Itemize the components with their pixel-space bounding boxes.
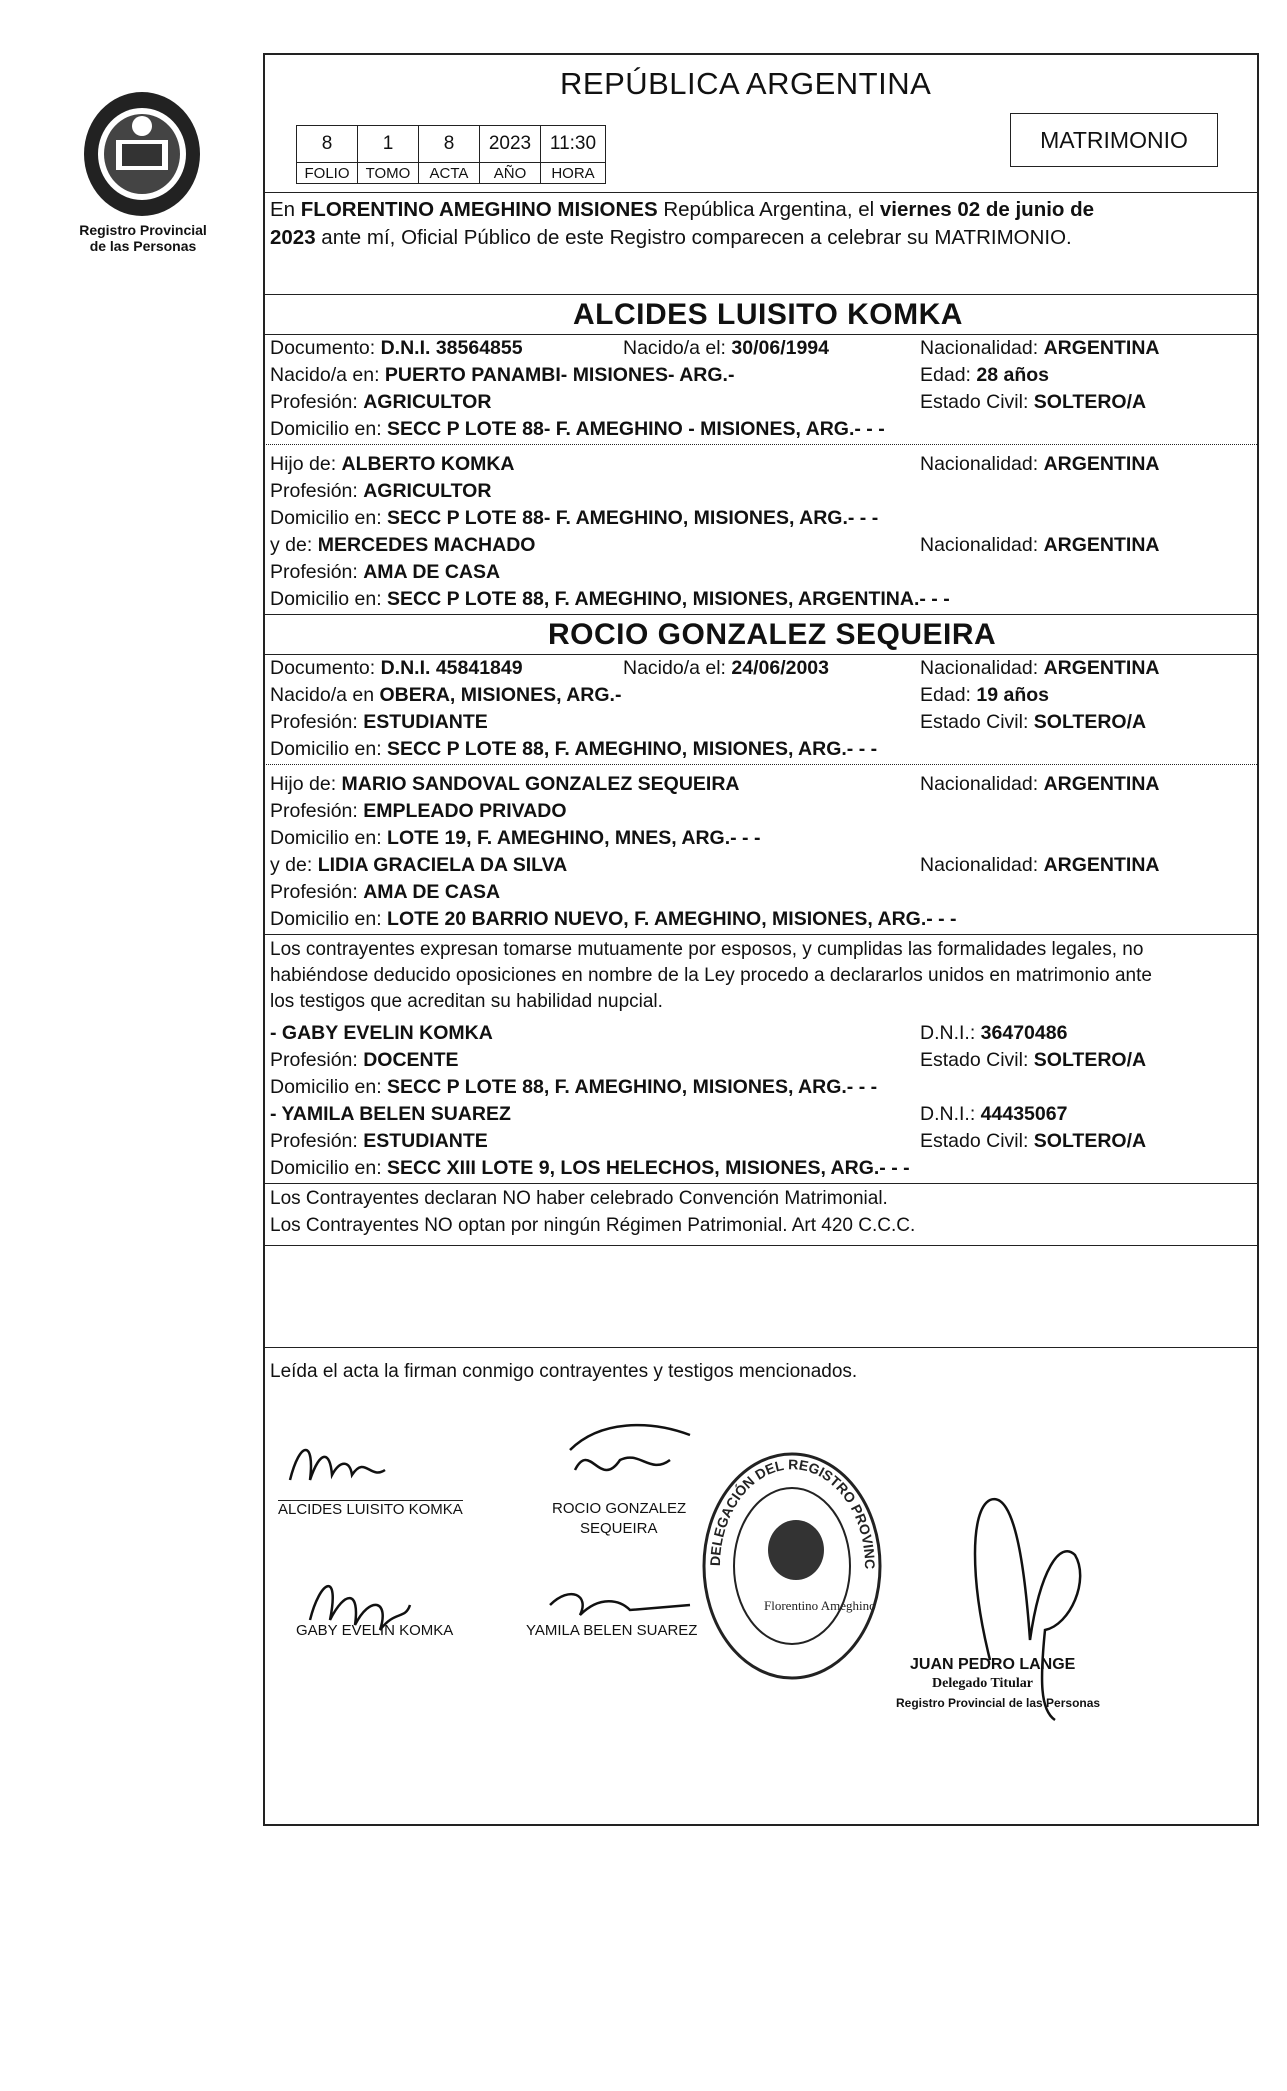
- sig-label-witness1: GABY EVELIN KOMKA: [296, 1622, 454, 1639]
- groom-age: Edad: 28 años: [920, 364, 1050, 386]
- groom-civil-status: Estado Civil: SOLTERO/A: [920, 391, 1147, 413]
- closing-statement: Leída el acta la firman conmigo contrayentes y testigos mencionados.: [270, 1361, 858, 1382]
- witness1-profession: Profesión: DOCENTE: [270, 1049, 459, 1071]
- anio-value: 2023: [480, 126, 541, 163]
- witness2-dni: D.N.I.: 44435067: [920, 1103, 1068, 1125]
- hora-label: HORA: [541, 163, 606, 184]
- divider: [263, 1347, 1259, 1348]
- groom-mother-address: Domicilio en: SECC P LOTE 88, F. AMEGHINO, MISIONES, ARGENTINA.- - -: [270, 588, 950, 610]
- stamp-icon: [700, 1450, 885, 1682]
- groom-born-date: Nacido/a el: 30/06/1994: [623, 337, 830, 359]
- logo-caption: [68, 222, 218, 254]
- signature-groom: [290, 1450, 385, 1480]
- bride-father-nationality: Nacionalidad: ARGENTINA: [920, 773, 1160, 795]
- bride-born-place: Nacido/a en OBERA, MISIONES, ARG.-: [270, 684, 622, 706]
- tomo-value: 1: [358, 126, 419, 163]
- official-org: Registro Provincial de las Personas: [896, 1696, 1101, 1710]
- tomo-label: TOMO: [358, 163, 419, 184]
- divider: [263, 294, 1259, 295]
- act-header-table: [296, 125, 606, 184]
- divider: [263, 1245, 1259, 1246]
- intro-line1: En FLORENTINO AMEGHINO MISIONES República Argentina, el viernes 02 de junio de: [270, 198, 1095, 221]
- bride-mother-address: Domicilio en: LOTE 20 BARRIO NUEVO, F. AMEGHINO, MISIONES, ARG.- - -: [270, 908, 957, 930]
- bride-mother-nationality: Nacionalidad: ARGENTINA: [920, 854, 1160, 876]
- witness2-profession: Profesión: ESTUDIANTE: [270, 1130, 488, 1152]
- signature-bride: [570, 1425, 690, 1470]
- divider: [263, 1183, 1259, 1184]
- groom-address: Domicilio en: SECC P LOTE 88- F. AMEGHINO - MISIONES, ARG.- - -: [270, 418, 885, 440]
- official-name: JUAN PEDRO LANGE: [910, 1656, 1076, 1673]
- bride-address: Domicilio en: SECC P LOTE 88, F. AMEGHINO, MISIONES, ARG.- - -: [270, 738, 878, 760]
- official-title: Delegado Titular: [932, 1676, 1033, 1691]
- declaration-line3: los testigos que acreditan su habilidad nupcial.: [270, 991, 663, 1012]
- province-seal-icon: [72, 80, 212, 220]
- witness2-civil-status: Estado Civil: SOLTERO/A: [920, 1130, 1147, 1152]
- registry-stamp: [700, 1450, 885, 1682]
- acta-value: 8: [419, 126, 480, 163]
- declaration-line2: habiéndose deducido oposiciones en nombre de la Ley procedo a declararlos unidos en matrimonio ante: [270, 965, 1152, 986]
- groom-father: Hijo de: ALBERTO KOMKA: [270, 453, 515, 475]
- witness1-address: Domicilio en: SECC P LOTE 88, F. AMEGHINO, MISIONES, ARG.- - -: [270, 1076, 878, 1098]
- sig-label-witness2: YAMILA BELEN SUAREZ: [526, 1622, 698, 1639]
- groom-mother-profession: Profesión: AMA DE CASA: [270, 561, 501, 583]
- groom-nationality: Nacionalidad: ARGENTINA: [920, 337, 1160, 359]
- logo-caption-line1: Registro Provincial: [79, 222, 207, 238]
- bride-name: ROCIO GONZALEZ SEQUEIRA: [548, 618, 997, 651]
- signature-witness2: [550, 1594, 690, 1615]
- divider: [263, 334, 1259, 335]
- act-type: MATRIMONIO: [1040, 126, 1188, 153]
- witness2-address: Domicilio en: SECC XIII LOTE 9, LOS HELECHOS, MISIONES, ARG.- - -: [270, 1157, 910, 1179]
- intro-year: 2023: [270, 226, 316, 249]
- anio-label: AÑO: [480, 163, 541, 184]
- acta-label: ACTA: [419, 163, 480, 184]
- bride-father-profession: Profesión: EMPLEADO PRIVADO: [270, 800, 567, 822]
- hora-value: 11:30: [541, 126, 606, 163]
- stamp-center-text: Florentino Ameghino: [764, 1598, 876, 1613]
- bride-father: Hijo de: MARIO SANDOVAL GONZALEZ SEQUEIRA: [270, 773, 740, 795]
- bride-nationality: Nacionalidad: ARGENTINA: [920, 657, 1160, 679]
- country-title: REPÚBLICA ARGENTINA: [560, 66, 932, 101]
- groom-father-address: Domicilio en: SECC P LOTE 88- F. AMEGHINO, MISIONES, ARG.- - -: [270, 507, 879, 529]
- witness1-civil-status: Estado Civil: SOLTERO/A: [920, 1049, 1147, 1071]
- bride-mother-profession: Profesión: AMA DE CASA: [270, 881, 501, 903]
- groom-name: ALCIDES LUISITO KOMKA: [573, 298, 963, 331]
- note-regime: Los Contrayentes NO optan por ningún Régimen Patrimonial. Art 420 C.C.C.: [270, 1215, 916, 1236]
- divider: [263, 654, 1259, 655]
- witness2-name: - YAMILA BELEN SUAREZ: [270, 1103, 511, 1125]
- bride-doc: Documento: D.N.I. 45841849: [270, 657, 523, 679]
- sig-label-bride-2: SEQUEIRA: [580, 1520, 658, 1537]
- bride-mother: y de: LIDIA GRACIELA DA SILVA: [270, 854, 568, 876]
- groom-father-nationality: Nacionalidad: ARGENTINA: [920, 453, 1160, 475]
- note-convention: Los Contrayentes declaran NO haber celebrado Convención Matrimonial.: [270, 1188, 888, 1209]
- groom-profession: Profesión: AGRICULTOR: [270, 391, 492, 413]
- divider: [263, 614, 1259, 615]
- sig-label-bride-1: ROCIO GONZALEZ: [552, 1500, 687, 1517]
- logo-caption-line2: de las Personas: [89, 238, 197, 254]
- divider: [263, 192, 1259, 193]
- folio-label: FOLIO: [297, 163, 358, 184]
- declaration-line1: Los contrayentes expresan tomarse mutuamente por esposos, y cumplidas las formalidades legales, no: [270, 939, 1144, 960]
- groom-father-profession: Profesión: AGRICULTOR: [270, 480, 492, 502]
- bride-father-address: Domicilio en: LOTE 19, F. AMEGHINO, MNES, ARG.- - -: [270, 827, 761, 849]
- bride-age: Edad: 19 años: [920, 684, 1050, 706]
- groom-born-place: Nacido/a en: PUERTO PANAMBI- MISIONES- ARG.-: [270, 364, 735, 386]
- sig-label-groom: ALCIDES LUISITO KOMKA: [278, 1501, 463, 1518]
- bride-profession: Profesión: ESTUDIANTE: [270, 711, 488, 733]
- act-type-box: [1010, 113, 1218, 167]
- witness1-dni: D.N.I.: 36470486: [920, 1022, 1068, 1044]
- divider: [263, 934, 1259, 935]
- bride-civil-status: Estado Civil: SOLTERO/A: [920, 711, 1147, 733]
- divider: [263, 444, 1259, 445]
- province-logo: [72, 80, 212, 220]
- groom-mother: y de: MERCEDES MACHADO: [270, 534, 536, 556]
- folio-value: 8: [297, 126, 358, 163]
- divider: [263, 764, 1259, 765]
- witness1-name: - GABY EVELIN KOMKA: [270, 1022, 493, 1044]
- stamp-ring-text: DELEGACIÓN DEL REGISTRO PROVINC: [706, 1456, 879, 1570]
- intro-line2: 2023 ante mí, Oficial Público de este Registro comparecen a celebrar su MATRIMONIO.: [270, 226, 1072, 249]
- groom-doc: Documento: D.N.I. 38564855: [270, 337, 523, 359]
- intro-place: FLORENTINO AMEGHINO MISIONES: [300, 198, 658, 221]
- groom-mother-nationality: Nacionalidad: ARGENTINA: [920, 534, 1160, 556]
- bride-born-date: Nacido/a el: 24/06/2003: [623, 657, 830, 679]
- intro-date: viernes 02 de junio de: [879, 198, 1095, 221]
